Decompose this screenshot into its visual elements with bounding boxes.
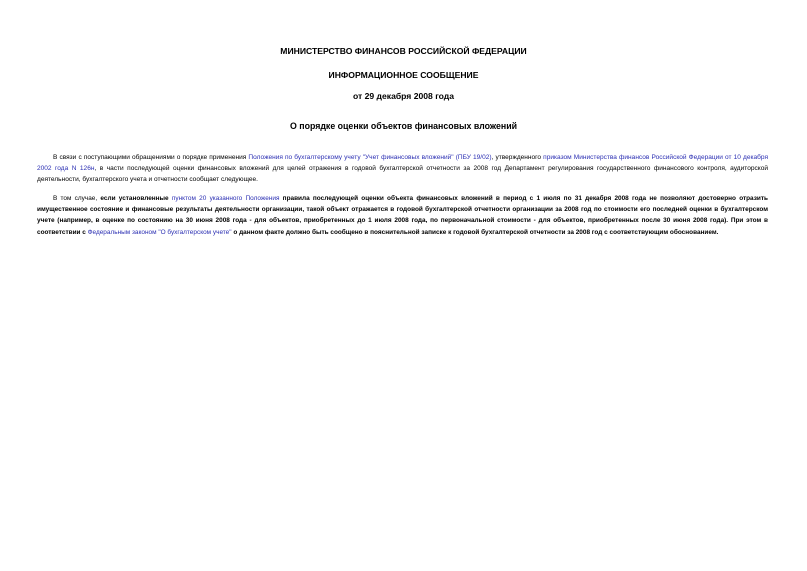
document-subject: О порядке оценки объектов финансовых вложений [289,121,518,131]
document-date: от 29 декабря 2008 года [352,91,455,101]
paragraph-1-text-3: , в части последующей оценки финансовых вложений для целей отражения в годовой бухгалтерской отчетности за 2008 год Департамент регулирования государственного финансового контроля, аудиторской деятельности, бухгалтерского учета и отчетности сообщает следующее. [37,165,768,184]
clause-20-link[interactable]: пунктом 20 указанного Положения [171,195,280,202]
paragraph-2-bold-2: правила последующей оценки объекта финансовых вложений в период с 1 июля по 31 декабря 2008 года не позволяют достоверно отразить имущественное состояние и финансовые результаты деятельности организации, такой объект отражается в годовой бухгалтерской отчетности организации за 2008 год по стоимости его последней оценки в бухгалтерском учете (например, в оценке по состоянию на 30 июня 2008 года - для объектов, приобретенных до 1 июля 2008 года, по первоначальной стоимости - для объектов, приобретенных после 30 июня 2008 года). При этом в соответствии с [37,195,768,236]
federal-law-link[interactable]: Федеральным законом "О бухгалтерском учете" [87,228,232,236]
paragraph-1-text-1: В связи с поступающими обращениями о порядке применения [53,154,249,161]
paragraph-2 [37,193,768,238]
minfin-order-link[interactable]: приказом Министерства финансов Российской Федерации от 10 декабря 2002 года N 126н [37,154,769,173]
paragraph-2-text-1: В том случае, [53,195,101,202]
ministry-heading: МИНИСТЕРСТВО ФИНАНСОВ РОССИЙСКОЙ ФЕДЕРАЦИИ [280,46,527,56]
paragraph-1 [37,152,768,186]
paragraph-2-bold-1: если установленные [100,195,172,202]
paragraph-1-text-2: , утвержденного [491,154,544,161]
pbu-19-02-link[interactable]: Положения по бухгалтерскому учету "Учет финансовых вложений" (ПБУ 19/02) [248,154,492,161]
document-type-heading: ИНФОРМАЦИОННОЕ СООБЩЕНИЕ [328,70,479,80]
paragraph-2-bold-3: о данном факте должно быть сообщено в пояснительной записке к годовой бухгалтерской отчетности за 2008 год с соответствующим обоснованием. [231,228,719,236]
